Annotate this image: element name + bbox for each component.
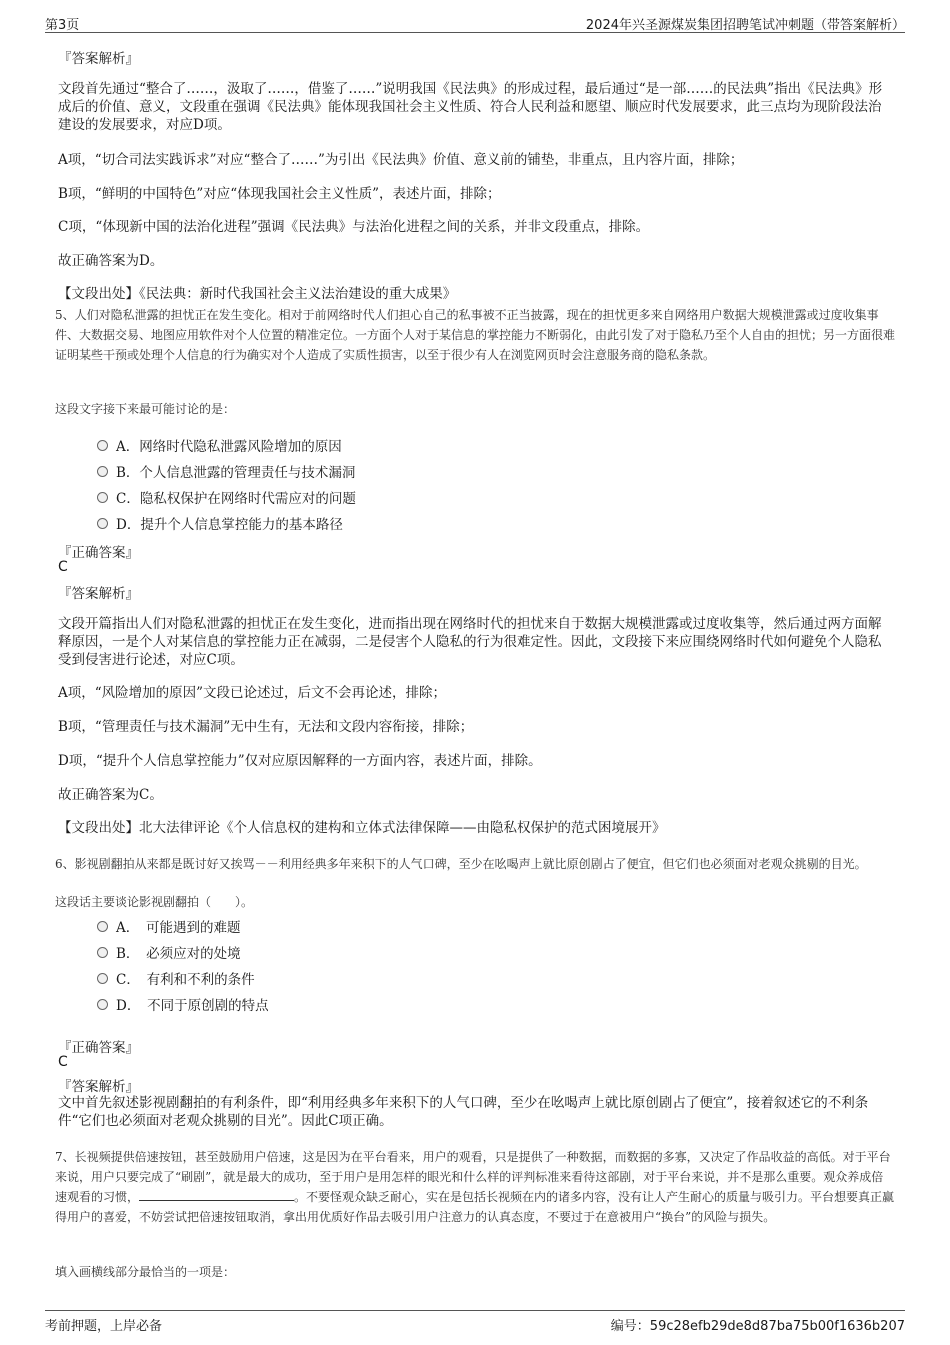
question-5-option-b[interactable]: B．个人信息泄露的管理责任与技术漏洞: [97, 461, 355, 481]
analysis-item-a: A项，“切合司法实践诉求”对应“整合了……”为引出《民法典》价值、意义前的铺垫，非重点，且内容片面，排除；: [58, 152, 744, 168]
analysis-item-c: C项，“体现新中国的法治化进程”强调《民法典》与法治化进程之间的关系，并非文段重点，排除。: [58, 219, 650, 235]
question-5-prompt: 这段文字接下来最可能讨论的是：: [55, 402, 236, 416]
radio-icon[interactable]: [97, 440, 108, 451]
page-footer: [45, 1310, 905, 1333]
radio-icon[interactable]: [97, 973, 108, 984]
footer-slogan: 考前押题，上岸必备: [45, 1319, 163, 1334]
document-title: 2024年兴圣源煤炭集团招聘笔试冲刺题（带答案解析）: [585, 18, 905, 33]
radio-icon[interactable]: [97, 518, 108, 529]
page-header: [45, 12, 905, 33]
analysis-item-b: B项，“管理责任与技术漏洞”无中生有，无法和文段内容衔接，排除；: [58, 719, 474, 735]
analysis-label: 『答案解析』: [58, 51, 139, 67]
analysis-item-b: B项，“鲜明的中国特色”对应“体现我国社会主义性质”，表述片面，排除；: [58, 186, 501, 202]
analysis-label: 『答案解析』: [58, 586, 139, 602]
question-5-option-a[interactable]: A．网络时代隐私泄露风险增加的原因: [97, 435, 342, 455]
analysis-label: 『答案解析』: [58, 1079, 139, 1095]
radio-icon[interactable]: [97, 947, 108, 958]
analysis-text: 文中首先叙述影视剧翻拍的有利条件，即“利用经典多年来积下的人气口碑，至少在吆喝声上就比原创剧占了便宜”，接着叙述它的不利条件“它们也必须面对老观众挑剔的目光”。因此C项正确。: [58, 1095, 869, 1129]
passage-source: 【文段出处】北大法律评论《个人信息权的建构和立体式法律保障——由隐私权保护的范式困境展开》: [58, 820, 666, 836]
radio-icon[interactable]: [97, 466, 108, 477]
question-6-option-a[interactable]: A． 可能遇到的难题: [97, 916, 241, 936]
question-6-option-c[interactable]: C． 有利和不利的条件: [97, 968, 255, 988]
correct-answer-label: 『正确答案』: [58, 545, 139, 561]
radio-icon[interactable]: [97, 999, 108, 1010]
fill-in-blank: [139, 1188, 294, 1201]
question-6-option-b[interactable]: B． 必须应对的处境: [97, 942, 241, 962]
question-6-prompt: 这段话主要谈论影视剧翻拍（ ）。: [55, 895, 254, 909]
question-6-option-d[interactable]: D． 不同于原创剧的特点: [97, 994, 269, 1014]
passage-source: 【文段出处】《民法典：新时代我国社会主义法治建设的重大成果》: [58, 286, 457, 302]
analysis-conclusion: 故正确答案为D。: [58, 253, 164, 269]
question-7-prompt: 填入画横线部分最恰当的一项是：: [55, 1265, 236, 1279]
analysis-item-d: D项，“提升个人信息掌控能力”仅对应原因解释的一方面内容，表述片面，排除。: [58, 753, 542, 769]
question-6-stem: 6、影视剧翻拍从来都是既讨好又挨骂－－利用经典多年来积下的人气口碑，至少在吆喝声上就比原创剧占了便宜，但它们也必须面对老观众挑剔的目光。: [55, 857, 867, 871]
document-id: 编号：59c28efb29de8d87ba75b00f1636b207: [610, 1319, 905, 1334]
question-7-stem: 7、长视频提供倍速按钮，甚至鼓励用户倍速，这是因为在平台看来，用户的观看，只是提供了一种数据，而数据的多寡，又决定了作品收益的高低。对于平台来说，用户只要完成了“刷剧”，就是最大的成功，至于用户是用怎样的眼光和什么样的评判标准来看待这部剧，对于平台来说，并不是那么重要。观众养成倍速观看的习惯， 。不要怪观众缺乏耐心，实在是包括长视频在内的诸多内容，没有让人产生耐心的质量与吸引力。平台想要真正赢得用户的喜爱，不妨尝试把倍速按钮取消，拿出用优质好作品去吸引用户注意力的认真态度，不要过于在意被用户“换台”的风险与损失。: [55, 1150, 895, 1224]
analysis-item-a: A项，“风险增加的原因”文段已论述过，后文不会再论述，排除；: [58, 685, 447, 701]
correct-answer: C: [58, 559, 68, 575]
analysis-text: 文段首先通过“整合了……，汲取了……，借鉴了……”说明我国《民法典》的形成过程，最后通过“是一部……的民法典”指出《民法典》形成后的价值、意义，文段重在强调《民法典》能体现我国社会主义性质、符合人民利益和愿望、顺应时代发展要求，此三点均为现阶段法治建设的发展要求，对应D项。: [58, 81, 883, 133]
question-5-stem: 5、人们对隐私泄露的担忧正在发生变化。相对于前网络时代人们担心自己的私事被不正当披露，现在的担忧更多来自网络用户数据大规模泄露或过度收集事件、大数据交易、地图应用软件对个人位置的精准定位。一方面个人对于某信息的掌控能力不断弱化，由此引发了对于隐私乃至个人自由的担忧；另一方面很难证明某些干预或处理个人信息的行为确实对个人造成了实质性损害，以至于很少有人在浏览网页时会注意服务商的隐私条款。: [55, 308, 896, 362]
question-5-option-d[interactable]: D．提升个人信息掌控能力的基本路径: [97, 513, 343, 533]
analysis-text: 文段开篇指出人们对隐私泄露的担忧正在发生变化，进而指出现在网络时代的担忧来自于数据大规模泄露或过度收集等，然后通过两方面解释原因，一是个人对某信息的掌控能力正在减弱，二是侵害个人隐私的行为很难定性。因此，文段接下来应围绕网络时代如何避免个人隐私受到侵害进行论述，对应C项。: [58, 616, 882, 668]
radio-icon[interactable]: [97, 492, 108, 503]
question-5-option-c[interactable]: C．隐私权保护在网络时代需应对的问题: [97, 487, 356, 507]
correct-answer-label: 『正确答案』: [58, 1040, 139, 1056]
correct-answer: C: [58, 1054, 68, 1070]
analysis-conclusion: 故正确答案为C。: [58, 787, 163, 803]
radio-icon[interactable]: [97, 921, 108, 932]
page-number: 第3页: [45, 18, 80, 33]
